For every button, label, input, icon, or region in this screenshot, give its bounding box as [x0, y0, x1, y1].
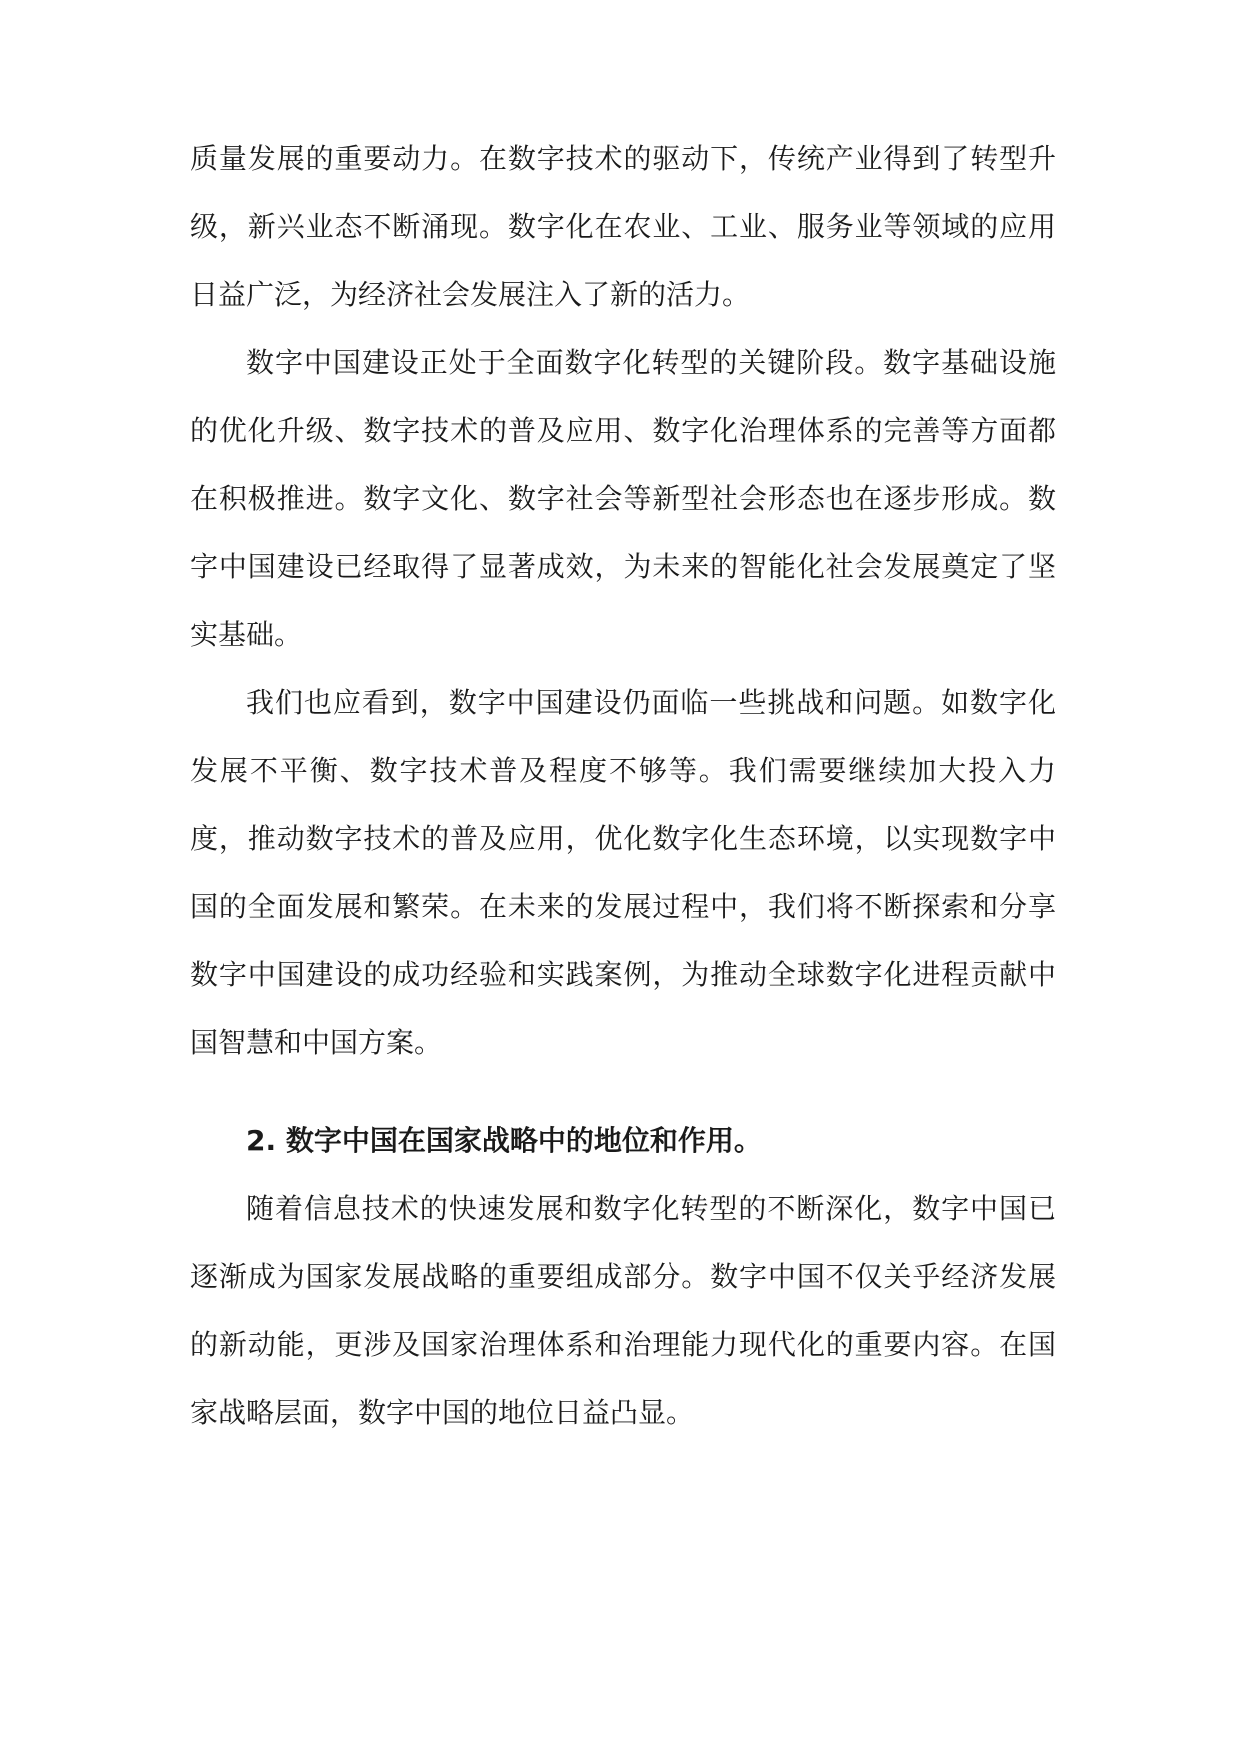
paragraph: 我们也应看到，数字中国建设仍面临一些挑战和问题。如数字化发展不平衡、数字技术普及程度不够等。我们需要继续加大投入力度，推动数字技术的普及应用，优化数字化生态环境，以实现数字中国的全面发展和繁荣。在未来的发展过程中，我们将不断探索和分享数字中国建设的成功经验和实践案例，为推动全球数字化进程贡献中国智慧和中国方案。 — [190, 686, 1056, 1059]
paragraph: 数字中国建设正处于全面数字化转型的关键阶段。数字基础设施的优化升级、数字技术的普及应用、数字化治理体系的完善等方面都在积极推进。数字文化、数字社会等新型社会形态也在逐步形成。数字中国建设已经取得了显著成效，为未来的智能化社会发展奠定了坚实基础。 — [190, 346, 1056, 651]
document-page — [190, 125, 1056, 1447]
paragraph-continuation: 质量发展的重要动力。在数字技术的驱动下，传统产业得到了转型升级，新兴业态不断涌现。数字化在农业、工业、服务业等领域的应用日益广泛，为经济社会发展注入了新的活力。 — [190, 142, 1056, 311]
section-heading: 2. 数字中国在国家战略中的地位和作用。 — [246, 1124, 762, 1157]
paragraph: 随着信息技术的快速发展和数字化转型的不断深化，数字中国已逐渐成为国家发展战略的重要组成部分。数字中国不仅关乎经济发展的新动能，更涉及国家治理体系和治理能力现代化的重要内容。在国家战略层面，数字中国的地位日益凸显。 — [190, 1192, 1056, 1429]
